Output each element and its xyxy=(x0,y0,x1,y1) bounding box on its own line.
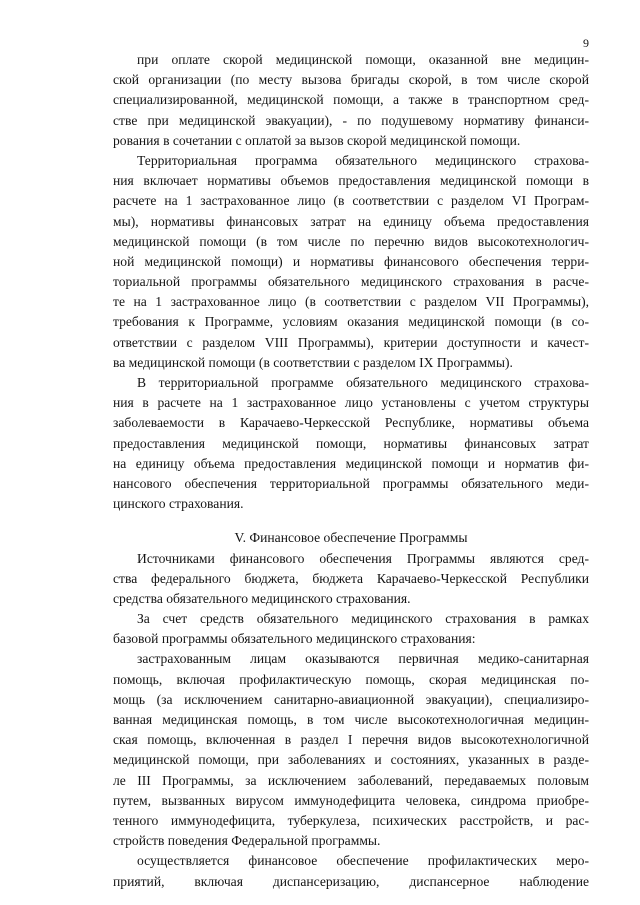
paragraph-7 xyxy=(113,851,589,891)
text-line: застрахованным лицам оказываются первичная медико-санитарная xyxy=(137,651,589,667)
text-line: требования к Программе, условиям оказания медицинской помощи (в со- xyxy=(113,314,589,330)
text-line: ториальной программы обязательного медицинского страхования в расче- xyxy=(113,274,589,290)
paragraph-1 xyxy=(113,50,589,151)
text-line: средства обязательного медицинского страхования. xyxy=(113,590,411,606)
text-line: путем, вызванных вирусом иммунодефицита человека, синдрома приобре- xyxy=(113,792,589,808)
text-line: медицинской помощи (в том числе по перечню видов высокотехнологич- xyxy=(113,233,589,249)
text-line: стве при медицинской эвакуации), - по подушевому нормативу финанси- xyxy=(113,112,589,128)
paragraph-6 xyxy=(113,649,589,851)
paragraph-4 xyxy=(113,549,589,610)
text-line: заболеваемости в Карачаево-Черкесской Республике, нормативы объема xyxy=(113,415,589,431)
text-line: Источниками финансового обеспечения Программы являются сред- xyxy=(137,550,589,566)
text-line: ния включает нормативы объемов предоставления медицинской помощи в xyxy=(113,173,589,189)
text-line: осуществляется финансовое обеспечение профилактических меро- xyxy=(137,853,589,869)
text-line: медицинской помощи, при заболеваниях и состояниях, указанных в разде- xyxy=(113,752,589,768)
text-line: тенного иммунодефицита, туберкулеза, психических расстройств, и рас- xyxy=(113,812,589,828)
text-line: ле III Программы, за исключением заболеваний, передаваемых половым xyxy=(113,772,589,788)
text-line: ва медицинской помощи (в соответствии с разделом IX Программы). xyxy=(113,354,513,370)
text-line: помощь, включая профилактическую помощь, скорая медицинская по- xyxy=(113,671,589,687)
text-line: приятий, включая диспансеризацию, диспансерное наблюдение xyxy=(113,873,589,889)
text-line: расчете на 1 застрахованное лицо (в соответствии с разделом VI Програм- xyxy=(113,193,589,209)
text-line: ства федерального бюджета, бюджета Карачаево-Черкесской Республики xyxy=(113,570,589,586)
text-line: ответствии с разделом VIII Программы), критерии доступности и качест- xyxy=(113,334,589,350)
text-line: нансового обеспечения территориальной программы обязательного меди- xyxy=(113,475,589,491)
text-line: на единицу объема предоставления медицинской помощи и норматив фи- xyxy=(113,455,589,471)
section-heading: V. Финансовое обеспечение Программы xyxy=(234,530,468,546)
page-content xyxy=(113,50,589,892)
text-line: мы), нормативы финансовых затрат на единицу объема предоставления xyxy=(113,213,589,229)
page-number: 9 xyxy=(583,36,589,50)
text-line: те на 1 застрахованное лицо (в соответствии с разделом VII Программы), xyxy=(113,294,589,310)
text-line: рования в сочетании с оплатой за вызов скорой медицинской помощи. xyxy=(113,132,521,148)
text-line: предоставления медицинской помощи, нормативы финансовых затрат xyxy=(113,435,589,451)
text-line: ной медицинской помощи) и нормативы финансового обеспечения терри- xyxy=(113,253,589,269)
text-line: ванная медицинская помощь, в том числе высокотехнологичная медицин- xyxy=(113,712,589,727)
text-line: специализированной, медицинской помощи, а также в транспортном сред- xyxy=(113,92,589,108)
text-line: цинского страхования. xyxy=(113,496,244,512)
text-line: За счет средств обязательного медицинского страхования в рамках xyxy=(137,611,589,627)
text-line: ской организации (по месту вызова бригады скорой, в том числе скорой xyxy=(113,72,589,88)
text-line: при оплате скорой медицинской помощи, оказанной вне медицин- xyxy=(137,52,589,67)
text-line: Территориальная программа обязательного медицинского страхова- xyxy=(137,152,589,168)
text-line: ская помощь, включенная в раздел I перечня видов высокотехнологичной xyxy=(113,732,589,748)
text-line: В территориальной программе обязательного медицинского страхова- xyxy=(137,375,589,390)
text-line: базовой программы обязательного медицинского страхования: xyxy=(113,631,476,647)
text-line: ния в расчете на 1 застрахованное лицо установлены с учетом структуры xyxy=(113,395,589,411)
paragraph-2 xyxy=(113,151,589,373)
text-line: стройств поведения Федеральной программы. xyxy=(113,833,381,849)
section-gap xyxy=(113,514,589,528)
text-line: мощь (за исключением санитарно-авиационной эвакуации), специализиро- xyxy=(113,691,589,707)
paragraph-5 xyxy=(113,609,589,649)
paragraph-3 xyxy=(113,373,589,514)
